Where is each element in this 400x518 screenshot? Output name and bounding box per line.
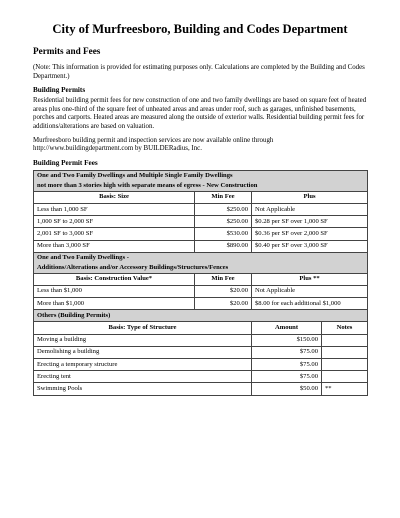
table-cell: 2,001 SF to 3,000 SF	[34, 228, 195, 240]
table-row	[34, 298, 368, 310]
column-header: Amount	[252, 322, 322, 334]
table-row	[34, 216, 368, 228]
table-row	[34, 359, 368, 371]
fees-table	[33, 170, 368, 396]
table-cell: $20.00	[195, 298, 252, 310]
document-title: City of Murfreesboro, Building and Codes Department	[52, 22, 348, 36]
table-cell: More than $1,000	[34, 298, 195, 310]
table-row	[34, 383, 368, 395]
column-header: Plus	[252, 191, 368, 203]
column-header-row	[34, 273, 368, 285]
table-cell: $530.00	[195, 228, 252, 240]
table-cell: Not Applicable	[252, 203, 368, 215]
table-row	[34, 240, 368, 252]
column-header: Min Fee	[195, 273, 252, 285]
table-cell: $20.00	[195, 285, 252, 297]
building-permits-heading: Building Permits	[33, 86, 86, 95]
group-title-line: Additions/Alterations and/or Accessory Buildings/Structures/Fences	[37, 263, 229, 271]
table-row	[34, 346, 368, 358]
column-header: Plus **	[252, 273, 368, 285]
group-title-line: not more than 3 stories high with separate means of egress - New Construction	[37, 181, 258, 189]
group-title: Others (Building Permits)	[34, 310, 368, 322]
fees-heading: Building Permit Fees	[33, 158, 98, 167]
column-header-row	[34, 322, 368, 334]
table-cell: Swimming Pools	[34, 383, 252, 395]
group-header-new-construction	[34, 170, 368, 191]
column-header-row	[34, 191, 368, 203]
table-cell: **	[322, 383, 368, 395]
table-cell: Less than 1,000 SF	[34, 203, 195, 215]
table-cell: $0.40 per SF over 3,000 SF	[252, 240, 368, 252]
table-cell: $50.00	[252, 383, 322, 395]
table-cell: Demolishing a building	[34, 346, 252, 358]
section-title: Permits and Fees	[33, 46, 101, 56]
table-cell: Erecting tent	[34, 371, 252, 383]
table-cell: $0.28 per SF over 1,000 SF	[252, 216, 368, 228]
table-row	[34, 203, 368, 215]
column-header: Basis: Size	[34, 191, 195, 203]
group-header-additions	[34, 252, 368, 273]
table-cell: $250.00	[195, 203, 252, 215]
table-cell: 1,000 SF to 2,000 SF	[34, 216, 195, 228]
table-cell: More than 3,000 SF	[34, 240, 195, 252]
table-cell: $75.00	[252, 359, 322, 371]
table-cell: $250.00	[195, 216, 252, 228]
table-row	[34, 334, 368, 346]
column-header: Min Fee	[195, 191, 252, 203]
table-cell: $150.00	[252, 334, 322, 346]
group-title-line: One and Two Family Dwellings and Multiple Single Family Dwellings	[37, 171, 233, 179]
group-title-line: One and Two Family Dwellings -	[37, 253, 129, 261]
table-cell: Not Applicable	[252, 285, 368, 297]
table-cell	[322, 346, 368, 358]
table-row	[34, 228, 368, 240]
table-cell	[322, 359, 368, 371]
table-cell	[322, 334, 368, 346]
table-cell: Erecting a temporary structure	[34, 359, 252, 371]
table-cell: $8.00 for each additional $1,000	[252, 298, 368, 310]
table-cell: $75.00	[252, 371, 322, 383]
table-cell	[322, 371, 368, 383]
table-cell: Moving a building	[34, 334, 252, 346]
table-cell: Less than $1,000	[34, 285, 195, 297]
column-header: Basis: Type of Structure	[34, 322, 252, 334]
estimating-note: (Note: This information is provided for estimating purposes only. Calculations are completed by the Building and Codes Department.)	[33, 64, 365, 80]
column-header: Basis: Construction Value*	[34, 273, 195, 285]
online-services-paragraph: Murfreesboro building permit and inspection services are now available online through http://www.buildingdepartment.com by BUILDERadius, Inc.	[33, 136, 274, 153]
column-header: Notes	[322, 322, 368, 334]
table-row	[34, 285, 368, 297]
group-header-others	[34, 310, 368, 322]
building-permits-paragraph: Residential building permit fees for new construction of one and two family dwellings are based on square feet of heated areas plus one-third of the square feet of unheated areas and areas under roof, such as garages, unfinished basements, porches and carports. Heated areas are measured along the outside of exterior walls. Residential building permit fees for additions/alterations are based on valuation.	[33, 97, 367, 130]
table-cell: $0.36 per SF over 2,000 SF	[252, 228, 368, 240]
table-row	[34, 371, 368, 383]
table-cell: $890.00	[195, 240, 252, 252]
table-cell: $75.00	[252, 346, 322, 358]
